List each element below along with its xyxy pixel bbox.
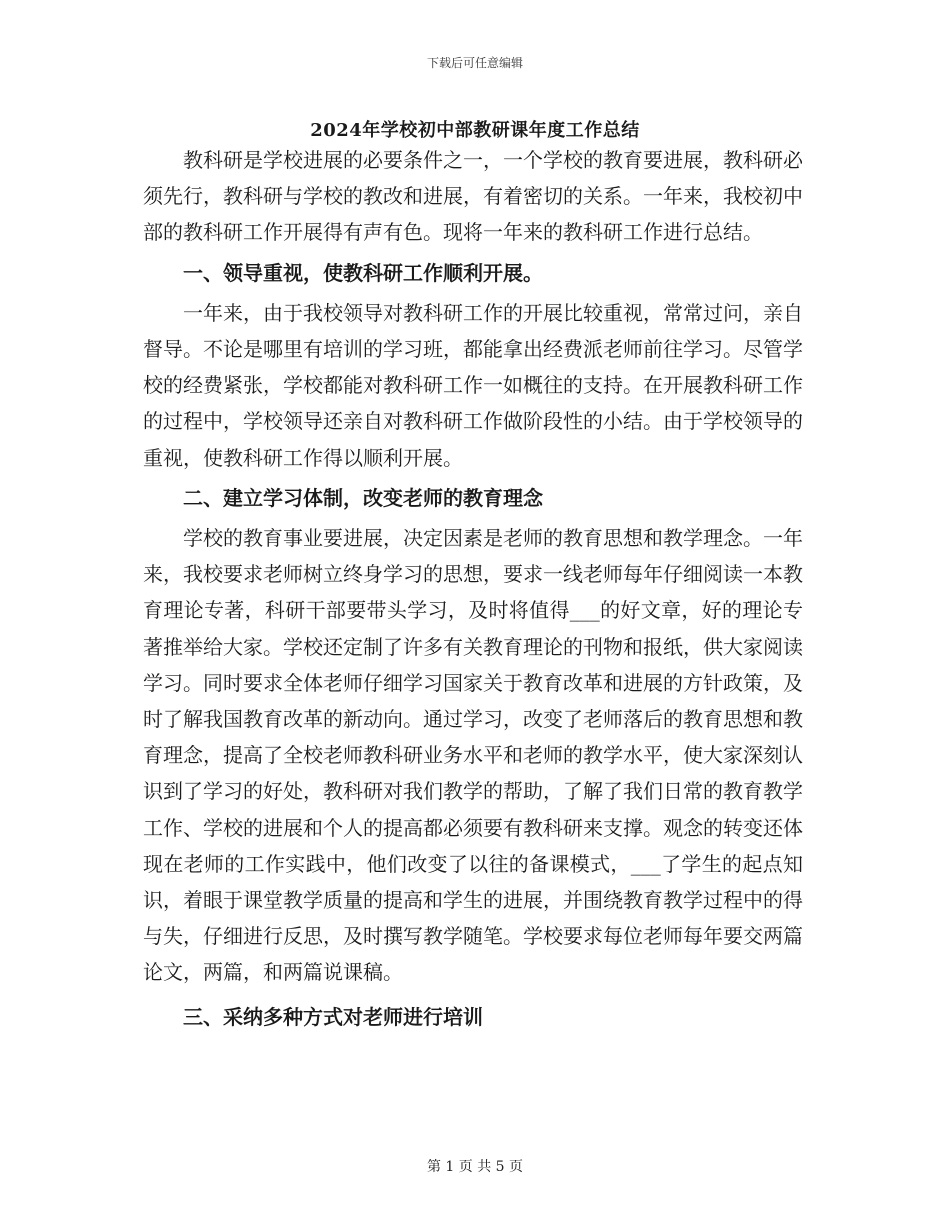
page-number-footer: 第 1 页 共 5 页: [426, 1159, 524, 1175]
section-heading-3: 三、采纳多种方式对老师进行培训: [183, 1004, 483, 1029]
section-2-paragraph: 学校的教育事业要进展，决定因素是老师的教育思想和教学理念。一年来，我校要求老师树立终身学习的思想，要求一线老师每年仔细阅读一本教育理论专著，科研干部要带头学习，及时将值得___的好文章，好的理论专著推举给大家。学校还定制了许多有关教育理论的刊物和报纸，供大家阅读学习。同时要求全体老师仔细学习国家关于教育改革和进展的方针政策，及时了解我国教育改革的新动向。通过学习，改变了老师落后的教育思想和教育理念，提高了全校老师教科研业务水平和老师的教学水平，使大家深刻认识到了学习的好处，教科研对我们教学的帮助，了解了我们日常的教育教学工作、学校的进展和个人的提高都必须要有教科研来支撑。观念的转变还体现在老师的工作实践中，他们改变了以往的备课模式，___了学生的起点知识，着眼于课堂教学质量的提高和学生的进展，并围绕教育教学过程中的得与失，仔细进行反思，及时撰写教学随笔。学校要求每位老师每年要交两篇论文，两篇，和两篇说课稿。: [143, 526, 803, 985]
header-note: 下载后可任意编辑: [426, 56, 523, 70]
section-1-paragraph: 一年来，由于我校领导对教科研工作的开展比较重视，常常过问，亲自督导。不论是哪里有培训的学习班，都能拿出经费派老师前往学习。尽管学校的经费紧张，学校都能对教科研工作一如概往的支持。在开展教科研工作的过程中，学校领导还亲自对教科研工作做阶段性的小结。由于学校领导的重视，使教科研工作得以顺利开展。: [143, 300, 803, 470]
section-heading-2: 二、建立学习体制，改变老师的教育理念: [183, 485, 543, 510]
document-title: 2024年学校初中部教研课年度工作总结: [310, 120, 640, 141]
document-body: [143, 142, 803, 1039]
section-heading-1: 一、领导重视，使教科研工作顺利开展。: [183, 260, 543, 285]
intro-paragraph: 教科研是学校进展的必要条件之一，一个学校的教育要进展，教科研必须先行，教科研与学校的教改和进展，有着密切的关系。一年来，我校初中部的教科研工作开展得有声有色。现将一年来的教科研工作进行总结。: [143, 148, 803, 245]
